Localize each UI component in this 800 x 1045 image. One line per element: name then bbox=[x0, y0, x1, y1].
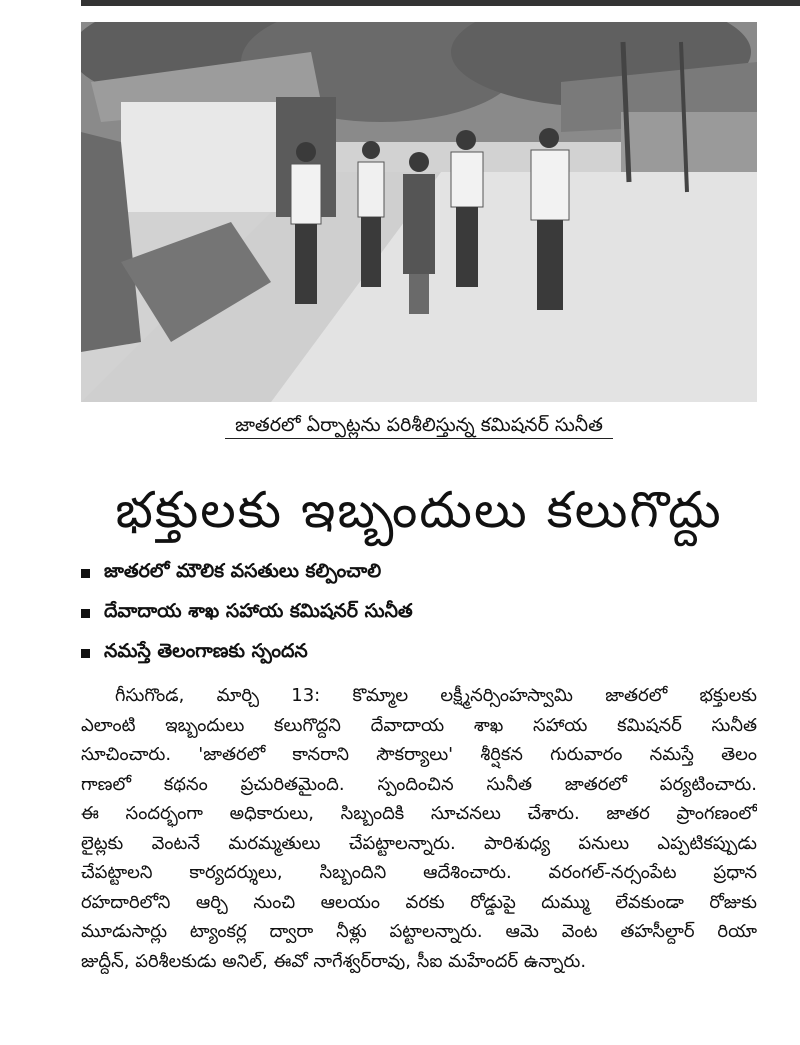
body-line: రహదారిలోని ఆర్చి నుంచి ఆలయం వరకు రోడ్డుపై దుమ్ము లేవకుండా రోజుకు bbox=[81, 891, 757, 913]
body-line: చేపట్టాలని కార్యదర్శులు, సిబ్బందిని ఆదేశించారు. వరంగల్-నర్సంపేట ప్రధాన bbox=[81, 862, 757, 883]
headline: భక్తులకు ఇబ్బందులు కలుగొద్దు bbox=[115, 481, 723, 539]
caption-text: జాతరలో ఏర్పాట్లను పరిశీలిస్తున్న కమిషనర్ సునీత bbox=[225, 414, 613, 439]
top-rule bbox=[81, 0, 800, 6]
photo-illustration bbox=[81, 22, 757, 402]
photo-caption bbox=[81, 406, 757, 444]
body-line: సూచించారు. 'జాతరలో కానరాని సౌకర్యాలు' శీర్షికన గురువారం నమస్తే తెలం bbox=[81, 744, 757, 765]
square-bullet-icon bbox=[81, 569, 90, 578]
body-line: మూడుసార్లు ట్యాంకర్ల ద్వారా నీళ్లు పట్టాలన్నారు. ఆమె వెంట తహసీల్దార్ రియా bbox=[81, 921, 757, 942]
body-line: గాణలో కథనం ప్రచురితమైంది. స్పందించిన సునీత జాతరలో పర్యటించారు. bbox=[81, 773, 757, 795]
news-photo bbox=[81, 22, 757, 402]
bullet-text: నమస్తే తెలంగాణకు స్పందన bbox=[104, 639, 308, 662]
body-line: ఎలాంటి ఇబ్బందులు కలుగొద్దని దేవాదాయ శాఖ సహాయ కమిషనర్ సునీత bbox=[81, 714, 757, 736]
body-line: జుద్దీన్, పరిశీలకుడు అనిల్, ఈవో నాగేశ్వర్‌రావు, సీఐ మహేందర్ ఉన్నారు. bbox=[81, 950, 587, 972]
bullet-item bbox=[81, 593, 781, 633]
body-line: లైట్లకు వెంటనే మరమ్మతులు చేపట్టాలన్నారు. పారిశుధ్య పనులు ఎప్పటికప్పుడు bbox=[81, 832, 757, 854]
subheading-bullets bbox=[81, 553, 781, 673]
square-bullet-icon bbox=[81, 609, 90, 618]
article-body bbox=[81, 681, 757, 976]
bullet-text: జాతరలో మౌలిక వసతులు కల్పించాలి bbox=[104, 559, 382, 582]
bullet-item bbox=[81, 633, 781, 673]
bullet-text: దేవాదాయ శాఖ సహాయ కమిషనర్ సునీత bbox=[104, 599, 413, 622]
body-line: ఈ సందర్భంగా అధికారులు, సిబ్బందికి సూచనలు చేశారు. జాతర ప్రాంగణంలో bbox=[81, 803, 757, 824]
square-bullet-icon bbox=[81, 649, 90, 658]
body-line: గీసుగొండ, మార్చి 13: కొమ్మాల లక్ష్మీనర్సింహస్వామి జాతరలో భక్తులకు bbox=[115, 685, 757, 706]
bullet-item bbox=[81, 553, 781, 593]
